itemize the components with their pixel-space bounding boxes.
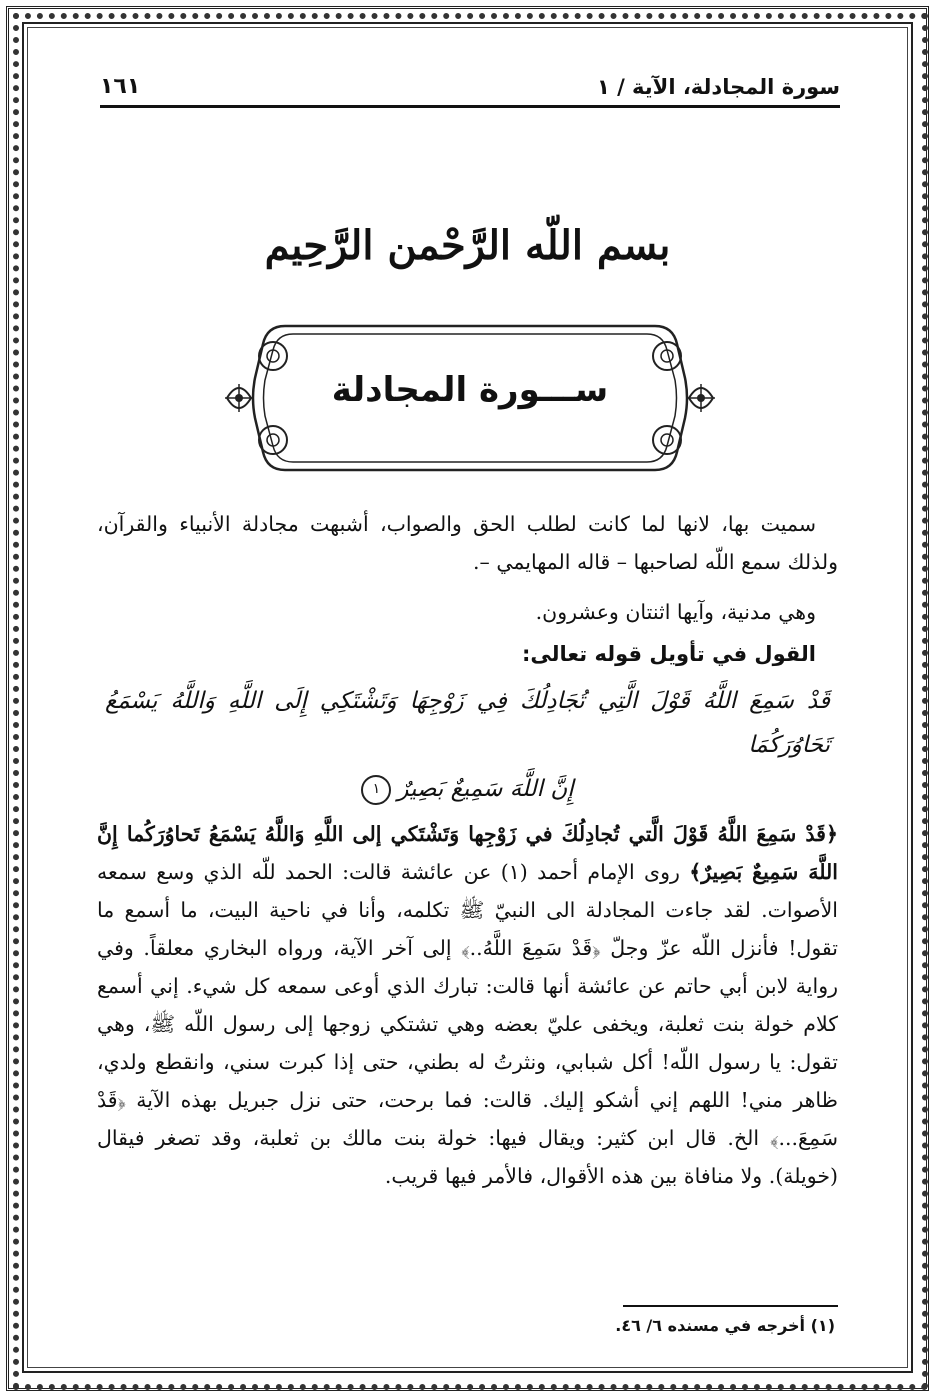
- verse-line-1: قَدْ سَمِعَ اللَّهُ قَوْلَ الَّتِي تُجَادِلُكَ فِي زَوْجِهَا وَتَشْتَكِي إِلَى اللَّهِ وَاللَّهُ يَسْمَعُ تَحَاوُرَكُمَا: [105, 688, 830, 758]
- quran-verse: [97, 679, 838, 811]
- page-content: [97, 505, 838, 1195]
- footnote: (١) أخرجه في مسنده ٦/ ٤٦.: [615, 1316, 835, 1335]
- page-number: ١٦١: [100, 74, 141, 99]
- section-heading: القول في تأويل قوله تعالى:: [522, 642, 816, 666]
- surah-title: ســـورة المجادلة: [331, 370, 609, 410]
- surah-title-cartouche: [215, 318, 725, 478]
- commentary-paragraph: [97, 815, 838, 1195]
- revelation-note: وهي مدنية، وآيها اثنتان وعشرون.: [535, 600, 816, 624]
- footnote-divider: [623, 1305, 838, 1307]
- commentary-text: روى الإمام أحمد (١) عن عائشة قالت: الحمد للّه الذي وسع سمعه الأصوات. لقد جاءت المجادلة الى النبيّ ﷺ تكلمه، وأنا في ناحية البيت، ما أسمع ما تقول! فأنزل اللّه عزّ وجلّ ﴿قَدْ سَمِعَ اللَّهُ..﴾ إلى آخر الآية، ورواه البخاري معلقاً. وفي رواية لابن أبي حاتم عن عائشة أنها قالت: تبارك الذي أوعى سمعه كل شيء. إني أسمع كلام خولة بنت ثعلبة، ويخفى عليّ بعضه وهي تشتكي زوجها إلى رسول اللّه ﷺ، وهي تقول: يا رسول اللّه! أكل شبابي، ونثرتُ له بطني، حتى إذا كبرت سني، وانقطع ولدي، ظاهر مني! اللهم إني أشكو إليك. قالت: فما برحت، حتى نزل جبريل بهذه الآية ﴿قَدْ سَمِعَ...﴾ الخ. قال ابن كثير: ويقال فيها: خولة بنت مالك بن ثعلبة، وقد تصغر فيقال (خويلة). ولا منافاة بين هذه الأقوال، فالأمر فيها قريب.: [97, 860, 838, 1188]
- ayah-number-marker: ١: [361, 775, 391, 805]
- running-header: [100, 68, 840, 108]
- intro-paragraph: سميت بها، لانها لما كانت لطلب الحق والصواب، أشبهت مجادلة الأنبياء والقرآن، ولذلك سمع اللّه لصاحبها – قاله المهايمي –.: [97, 512, 838, 574]
- verse-line-2: [97, 767, 838, 811]
- basmala: بسم اللّه الرَّحْمن الرَّحِيم: [264, 222, 671, 269]
- verse-line-2-text: إِنَّ اللَّهَ سَمِيعٌ بَصِيرٌ: [397, 776, 574, 802]
- commentary-verse-quote: ﴿قَدْ سَمِعَ اللَّهُ قَوْلَ الَّتي تُجادِلُكَ في زَوْجِها وَتَشْتَكي إلى اللَّهِ وَاللَّهُ يَسْمَعُ تَحاوُرَكُما إِنَّ اللَّهَ سَمِيعٌ بَصِيرٌ﴾: [97, 822, 838, 884]
- surah-reference: سورة المجادلة، الآية / ١: [596, 75, 840, 99]
